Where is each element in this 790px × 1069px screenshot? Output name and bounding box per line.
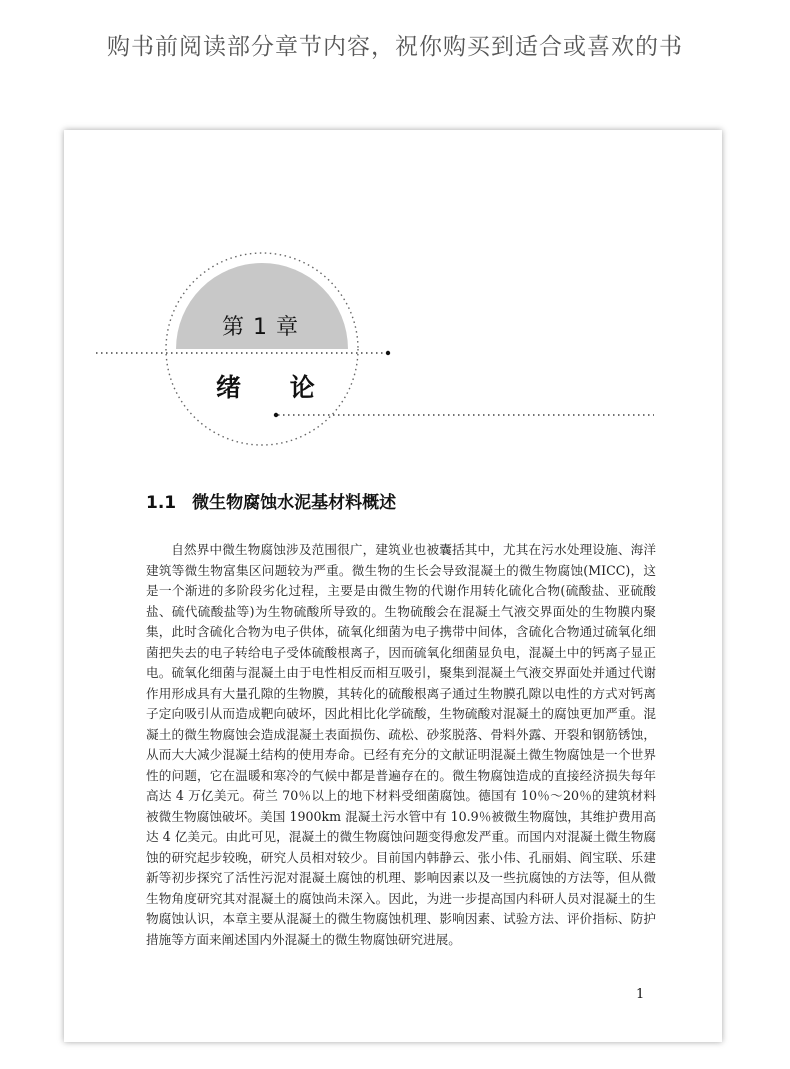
- book-page: [64, 130, 722, 1042]
- section-heading: [146, 488, 396, 513]
- chapter-rule-upper-dot: [386, 351, 390, 355]
- section-number: 1.1: [146, 493, 177, 513]
- page-number: 1: [636, 987, 645, 1002]
- preview-banner: 购书前阅读部分章节内容，祝你购买到适合或喜欢的书: [107, 34, 683, 60]
- chapter-title: 绪 论: [216, 373, 335, 402]
- body-paragraph: 自然界中微生物腐蚀涉及范围很广，建筑业也被囊括其中，尤其在污水处理设施、海洋建筑等微生物富集区问题较为严重。微生物的生长会导致混凝土的微生物腐蚀(MICC)，这是一个渐进的多阶段劣化过程，主要是由微生物的代谢作用转化硫化合物(硫酸盐、亚硫酸盐、硫代硫酸盐等)为生物硫酸所导致的。生物硫酸会在混凝土气液交界面处的生物膜内聚集，此时含硫化合物为电子供体，硫氧化细菌为电子携带中间体，含硫化合物通过硫氧化细菌把失去的电子转给电子受体硫酸根离子，因而硫氧化细菌显负电，混凝土中的钙离子显正电。硫氧化细菌与混凝土由于电性相反而相互吸引，聚集到混凝土气液交界面处并通过代谢作用形成具有大量孔隙的生物膜，其转化的硫酸根离子通过生物膜孔隙以电性的方式对钙离子定向吸引从而造成靶向破坏，因此相比化学硫酸，生物硫酸对混凝土的腐蚀更加严重。混凝土的微生物腐蚀会造成混凝土表面损伤、疏松、砂浆脱落、骨料外露、开裂和钢筋锈蚀，从而大大减少混凝土结构的使用寿命。已经有充分的文献证明混凝土微生物腐蚀是一个世界性的问题，它在温暖和寒冷的气候中都是普遍存在的。微生物腐蚀造成的直接经济损失每年高达 4 万亿美元。荷兰 70％以上的地下材料受细菌腐蚀。德国有 10％～20％的建筑材料被微生物腐蚀破坏。美国 1900km 混凝土污水管中有 10.9％被微生物腐蚀，其维护费用高达 4 亿美元。由此可见，混凝土的微生物腐蚀问题变得愈发严重。而国内对混凝土微生物腐蚀的研究起步较晚，研究人员相对较少。目前国内韩静云、张小伟、孔丽娟、阎宝联、乐建新等初步探究了活性污泥对混凝土腐蚀的机理、影响因素以及一些抗腐蚀的方法等，但从微生物角度研究其对混凝土的腐蚀尚未深入。因此，为进一步提高国内科研人员对混凝土的生物腐蚀认识，本章主要从混凝土的微生物腐蚀机理、影响因素、试验方法、评价指标、防护措施等方面来阐述国内外混凝土的微生物腐蚀研究进展。: [146, 542, 656, 947]
- section-title: 微生物腐蚀水泥基材料概述: [192, 493, 397, 513]
- chapter-rule-lower-dot: [274, 413, 278, 417]
- chapter-number: 第 1 章: [222, 315, 299, 340]
- chapter-heading-graphic: [64, 130, 722, 450]
